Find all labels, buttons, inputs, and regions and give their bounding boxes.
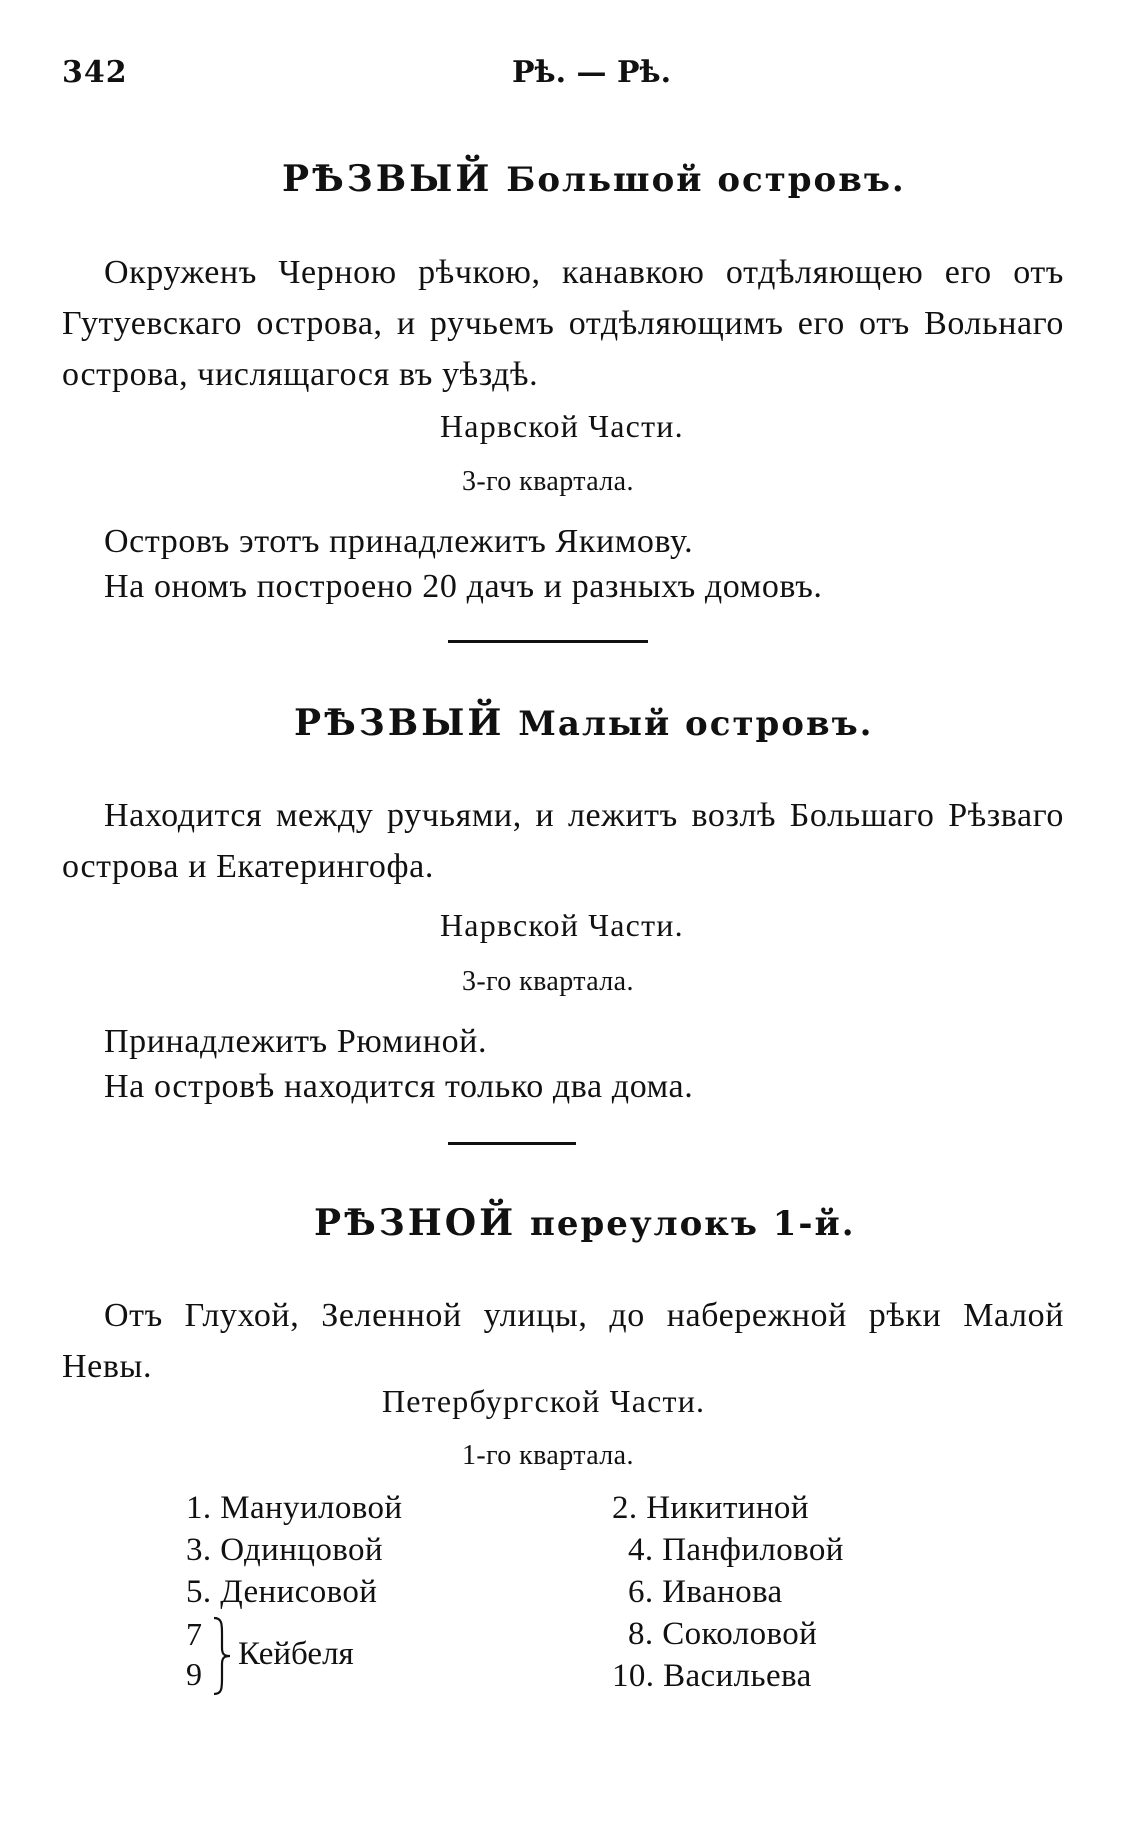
page-number: 342 <box>62 55 128 90</box>
entry-3-description: Отъ Глухой, Зеленной улицы, до набережной рѣки Малой Невы. <box>62 1297 1064 1385</box>
section-divider-2 <box>448 1142 576 1145</box>
entry-1-note-2: На ономъ построено 20 дачъ и разныхъ домовъ. <box>104 568 823 605</box>
entry-1-heading-lead: РѢЗВЫЙ <box>282 158 493 200</box>
entry-1-description: Окруженъ Черною рѣчкою, канавкою отдѣляющею его отъ Гутуевскаго острова, и ручьемъ отдѣляющимъ его отъ Вольнаго острова, числящагося въ уѣздѣ. <box>62 254 1064 393</box>
brace-number: 9 <box>186 1656 202 1692</box>
entry-2-heading-rest: Малый островъ. <box>518 704 874 744</box>
entry-3-heading <box>314 1202 856 1244</box>
house-list-item: 6. Иванова <box>628 1574 783 1610</box>
house-list-item: 4. Панфиловой <box>628 1532 844 1568</box>
entry-2-part: Нарвской Части. <box>440 907 684 943</box>
entry-1-heading <box>282 158 906 200</box>
entry-3-heading-lead: РѢЗНОЙ <box>314 1202 517 1244</box>
brace-numbers <box>186 1614 202 1694</box>
brace-owner-name: Кейбеля <box>238 1636 354 1672</box>
house-list-item: 3. Одинцовой <box>186 1532 383 1568</box>
entry-3-part: Петербургской Части. <box>382 1383 706 1419</box>
entry-1-heading-rest: Большой островъ. <box>506 160 906 200</box>
entry-1-note-1: Островъ этотъ принадлежитъ Якимову. <box>104 523 694 560</box>
curly-brace-icon <box>210 1616 232 1696</box>
brace-number: 7 <box>186 1616 202 1652</box>
entry-2-quarter: 3-го квартала. <box>462 966 634 997</box>
house-list-item: 8. Соколовой <box>628 1616 818 1652</box>
running-title: Рѣ. — Рѣ. <box>512 55 672 90</box>
section-divider-1 <box>448 640 648 643</box>
house-list-item: 2. Никитиной <box>612 1490 809 1526</box>
entry-1-quarter: 3-го квартала. <box>462 466 634 497</box>
entry-2-note-1: Принадлежитъ Рюминой. <box>104 1023 488 1060</box>
entry-3-heading-rest: переулокъ 1-й. <box>529 1204 856 1244</box>
house-list-item: 1. Мануиловой <box>186 1490 403 1526</box>
entry-2-heading-lead: РѢЗВЫЙ <box>294 702 505 744</box>
entry-1-part: Нарвской Части. <box>440 408 684 444</box>
entry-2-heading <box>294 702 874 744</box>
house-list-item: 5. Денисовой <box>186 1574 378 1610</box>
entry-2-description: Находится между ручьями, и лежитъ возлѣ Большаго Рѣзваго острова и Екатерингофа. <box>62 797 1064 885</box>
entry-2-note-2: На островѣ находится только два дома. <box>104 1068 694 1105</box>
entry-3-quarter: 1-го квартала. <box>462 1440 634 1471</box>
house-list-item: 10. Васильева <box>612 1658 812 1694</box>
house-list-brace-group <box>186 1614 426 1698</box>
